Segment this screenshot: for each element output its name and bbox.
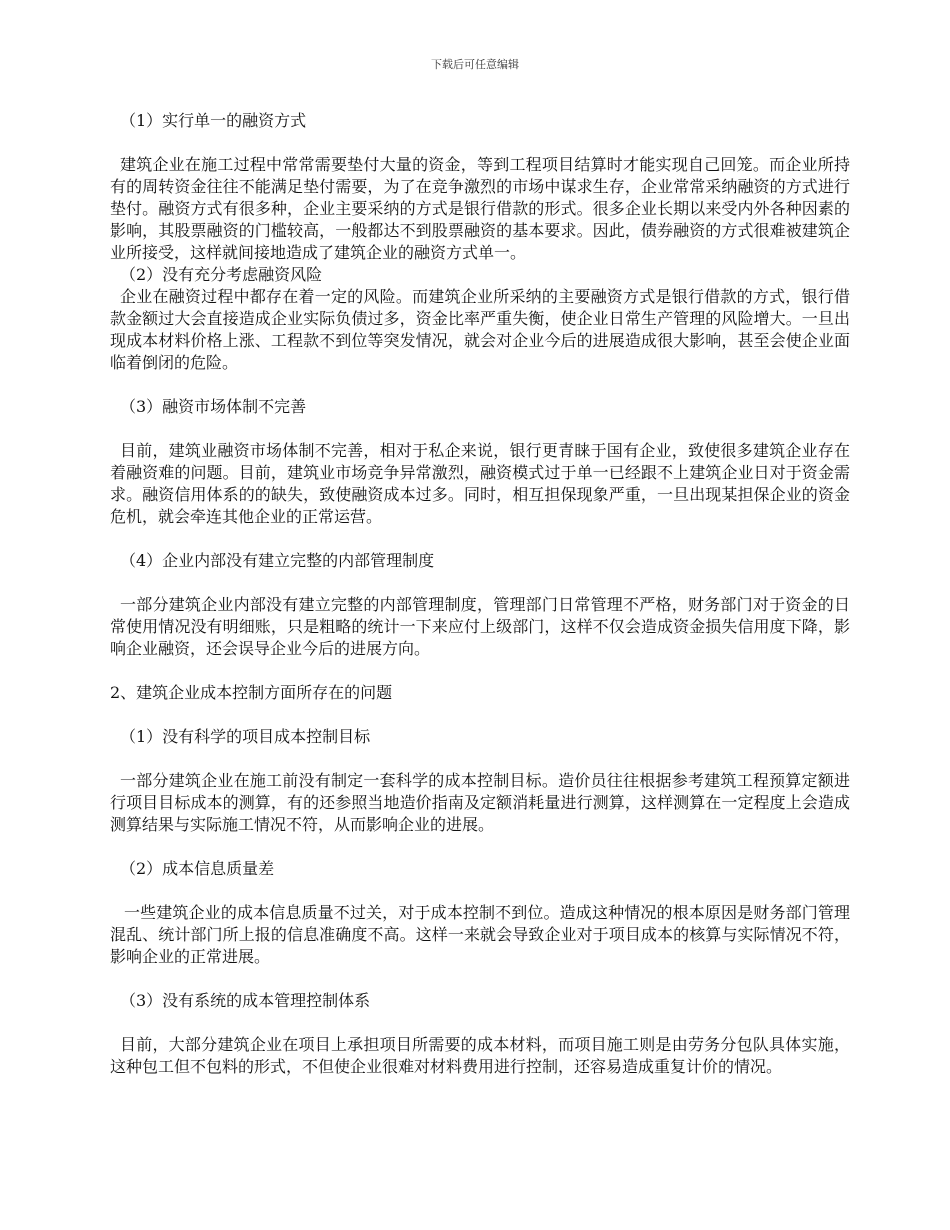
- heading-1-3: （3）融资市场体制不完善: [120, 397, 307, 416]
- section-heading-2: 2、建筑企业成本控制方面所存在的问题: [110, 683, 393, 702]
- heading-1-2: （2）没有充分考虑融资风险: [120, 265, 323, 284]
- heading-1-4: （4）企业内部没有建立完整的内部管理制度: [120, 551, 435, 570]
- paragraph-2-3: 目前，大部分建筑企业在项目上承担项目所需要的成本材料，而项目施工则是由劳务分包队具体实施，这种包工但不包料的形式，不但使企业很难对材料费用进行控制，还容易造成重复计价的情况。: [110, 1035, 850, 1076]
- heading-2-1: （1）没有科学的项目成本控制目标: [120, 727, 371, 746]
- heading-1-1: （1）实行单一的融资方式: [120, 111, 307, 130]
- paragraph-2-2: 一些建筑企业的成本信息质量不过关，对于成本控制不到位。造成这种情况的根本原因是财务部门管理混乱、统计部门所上报的信息准确度不高。这样一来就会导致企业对于项目成本的核算与实际情况不符，影响企业的正常进展。: [110, 903, 850, 966]
- paragraph-1-2: 企业在融资过程中都存在着一定的风险。而建筑企业所采纳的主要融资方式是银行借款的方式，银行借款金额过大会直接造成企业实际负债过多，资金比率严重失衡，使企业日常生产管理的风险增大。一旦出现成本材料价格上涨、工程款不到位等突发情况，就会对企业今后的进展造成很大影响，甚至会使企业面临着倒闭的危险。: [110, 287, 850, 372]
- page-header: 下载后可任意编辑: [431, 58, 519, 71]
- heading-2-2: （2）成本信息质量差: [120, 859, 275, 878]
- paragraph-1-1: 建筑企业在施工过程中常常需要垫付大量的资金，等到工程项目结算时才能实现自己回笼。而企业所持有的周转资金往往不能满足垫付需要，为了在竞争激烈的市场中谋求生存，企业常常采纳融资的方式进行垫付。融资方式有很多种，企业主要采纳的方式是银行借款的形式。很多企业长期以来受内外各种因素的影响，其股票融资的门槛较高，一般都达不到股票融资的基本要求。因此，债券融资的方式很难被建筑企业所接受，这样就间接地造成了建筑企业的融资方式单一。: [110, 155, 850, 262]
- paragraph-1-3: 目前，建筑业融资市场体制不完善，相对于私企来说，银行更青睐于国有企业，致使很多建筑企业存在着融资难的问题。目前，建筑业市场竞争异常激烈，融资模式过于单一已经跟不上建筑企业日对于资金需求。融资信用体系的的缺失，致使融资成本过多。同时，相互担保现象严重，一旦出现某担保企业的资金危机，就会牵连其他企业的正常运营。: [110, 441, 850, 526]
- paragraph-2-1: 一部分建筑企业在施工前没有制定一套科学的成本控制目标。造价员往往根据参考建筑工程预算定额进行项目目标成本的测算，有的还参照当地造价指南及定额消耗量进行测算，这样测算在一定程度上会造成测算结果与实际施工情况不符，从而影响企业的进展。: [110, 771, 850, 834]
- heading-2-3: （3）没有系统的成本管理控制体系: [120, 991, 371, 1010]
- paragraph-1-4: 一部分建筑企业内部没有建立完整的内部管理制度，管理部门日常管理不严格，财务部门对于资金的日常使用情况没有明细账，只是粗略的统计一下来应付上级部门，这样不仅会造成资金损失信用度下降，影响企业融资，还会误导企业今后的进展方向。: [110, 595, 850, 658]
- document-body: [110, 110, 850, 1100]
